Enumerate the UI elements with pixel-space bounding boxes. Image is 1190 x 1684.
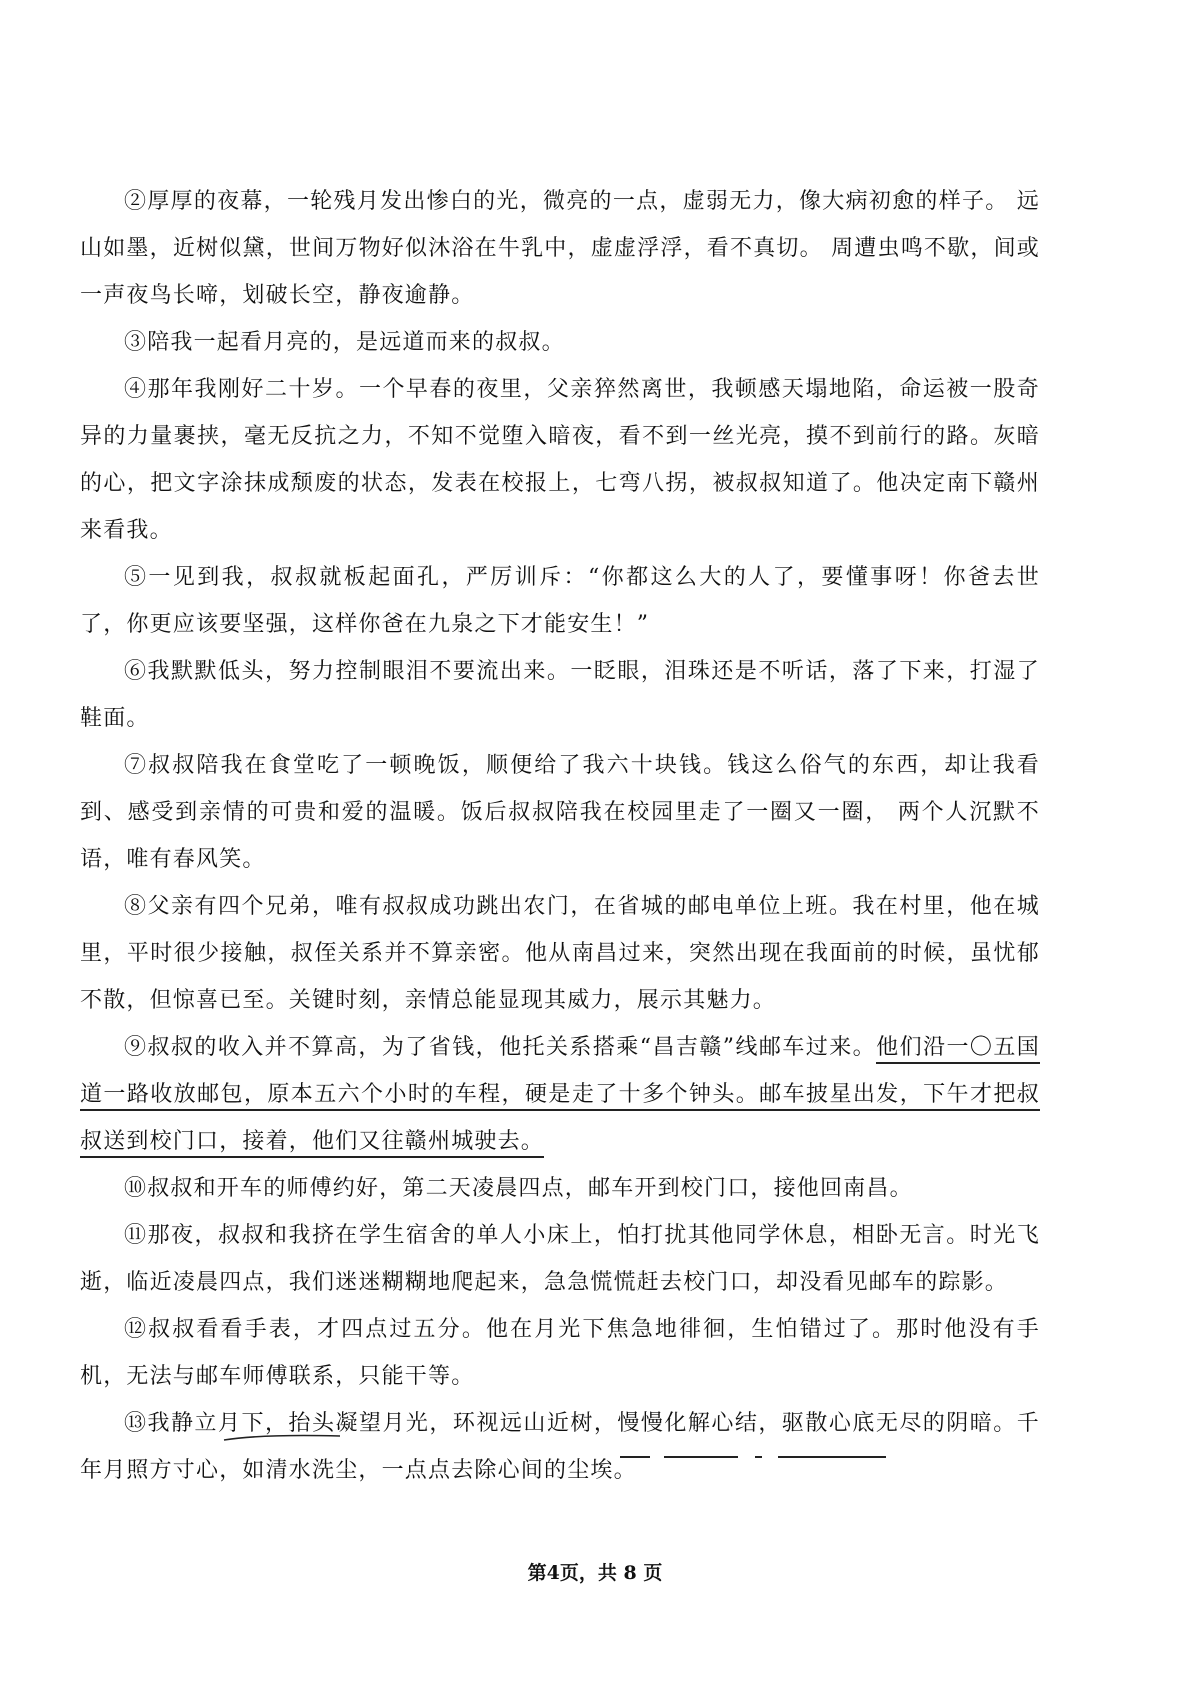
paragraph-10: ⑩叔叔和开车的师傅约好，第二天凌晨四点，邮车开到校门口，接他回南昌。 <box>124 1176 913 1201</box>
paragraph-13: ⑬我静立月下，抬头凝望月光，环视远山近树，慢慢化解心结，驱散心底无尽的阴暗。千年月照方寸心，如清水洗尘，一点点去除心间的尘埃。 <box>80 1411 1040 1483</box>
paragraph-6: ⑥我默默低头，努力控制眼泪不要流出来。一眨眼，泪珠还是不听话，落了下来，打湿了鞋面。 <box>80 659 1040 731</box>
paragraph-5: ⑤一见到我，叔叔就板起面孔，严厉训斥：“你都这么大的人了，要懂事呀！你爸去世了，你更应该要坚强，这样你爸在九泉之下才能安生！” <box>80 565 1040 637</box>
paragraph-12: ⑫叔叔看看手表，才四点过五分。他在月光下焦急地徘徊，生怕错过了。那时他没有手机，无法与邮车师傅联系，只能干等。 <box>80 1317 1040 1389</box>
paragraph-9-lead: ⑨叔叔的收入并不算高，为了省钱，他托关系搭乘“昌吉赣”线邮车过来。 <box>124 1035 877 1060</box>
paragraph-4: ④那年我刚好二十岁。一个早春的夜里，父亲猝然离世，我顿感天塌地陷，命运被一股奇异的力量裹挟，毫无反抗之力，不知不觉堕入暗夜，看不到一丝光亮，摸不到前行的路。灰暗的心，把文字涂抹成颓废的状态，发表在校报上，七弯八拐，被叔叔知道了。他决定南下赣州来看我。 <box>80 377 1040 543</box>
pen-overline-mark <box>222 1432 342 1442</box>
paragraph-8: ⑧父亲有四个兄弟，唯有叔叔成功跳出农门，在省城的邮电单位上班。我在村里，他在城里，平时很少接触，叔侄关系并不算亲密。他从南昌过来，突然出现在我面前的时候，虽忧郁不散，但惊喜已至。关键时刻，亲情总能显现其威力，展示其魅力。 <box>80 894 1040 1013</box>
reading-passage <box>80 178 1040 1494</box>
paragraph-9 <box>80 1024 1040 1165</box>
paragraph-2: ②厚厚的夜幕，一轮残月发出惨白的光，微亮的一点，虚弱无力，像大病初愈的样子。 远山如墨，近树似黛，世间万物好似沐浴在牛乳中，虚虚浮浮，看不真切。 周遭虫鸣不歇，间或一声夜鸟长啼，划破长空，静夜逾静。 <box>80 189 1040 308</box>
paragraph-3: ③陪我一起看月亮的，是远道而来的叔叔。 <box>124 330 565 355</box>
paragraph-7: ⑦叔叔陪我在食堂吃了一顿晚饭，顺便给了我六十块钱。钱这么俗气的东西，却让我看到、感受到亲情的可贵和爱的温暖。饭后叔叔陪我在校园里走了一圈又一圈， 两个人沉默不语，唯有春风笑。 <box>80 753 1040 872</box>
paragraph-9-underlined-sentence: 他们沿一〇五国道一路收放邮包，原本五六个小时的车程，硬是走了十多个钟头。邮车披星出发，下午才把叔叔送到校门口，接着，他们又往赣州城驶去。 <box>80 1035 1040 1158</box>
page-number: 第4页，共 8 页 <box>527 1562 663 1584</box>
paragraph-11: ⑪那夜，叔叔和我挤在学生宿舍的单人小床上，怕打扰其他同学休息，相卧无言。时光飞逝，临近凌晨四点，我们迷迷糊糊地爬起来，急急慌慌赶去校门口，却没看见邮车的踪影。 <box>80 1223 1040 1295</box>
pen-dash-marks <box>620 1447 900 1467</box>
